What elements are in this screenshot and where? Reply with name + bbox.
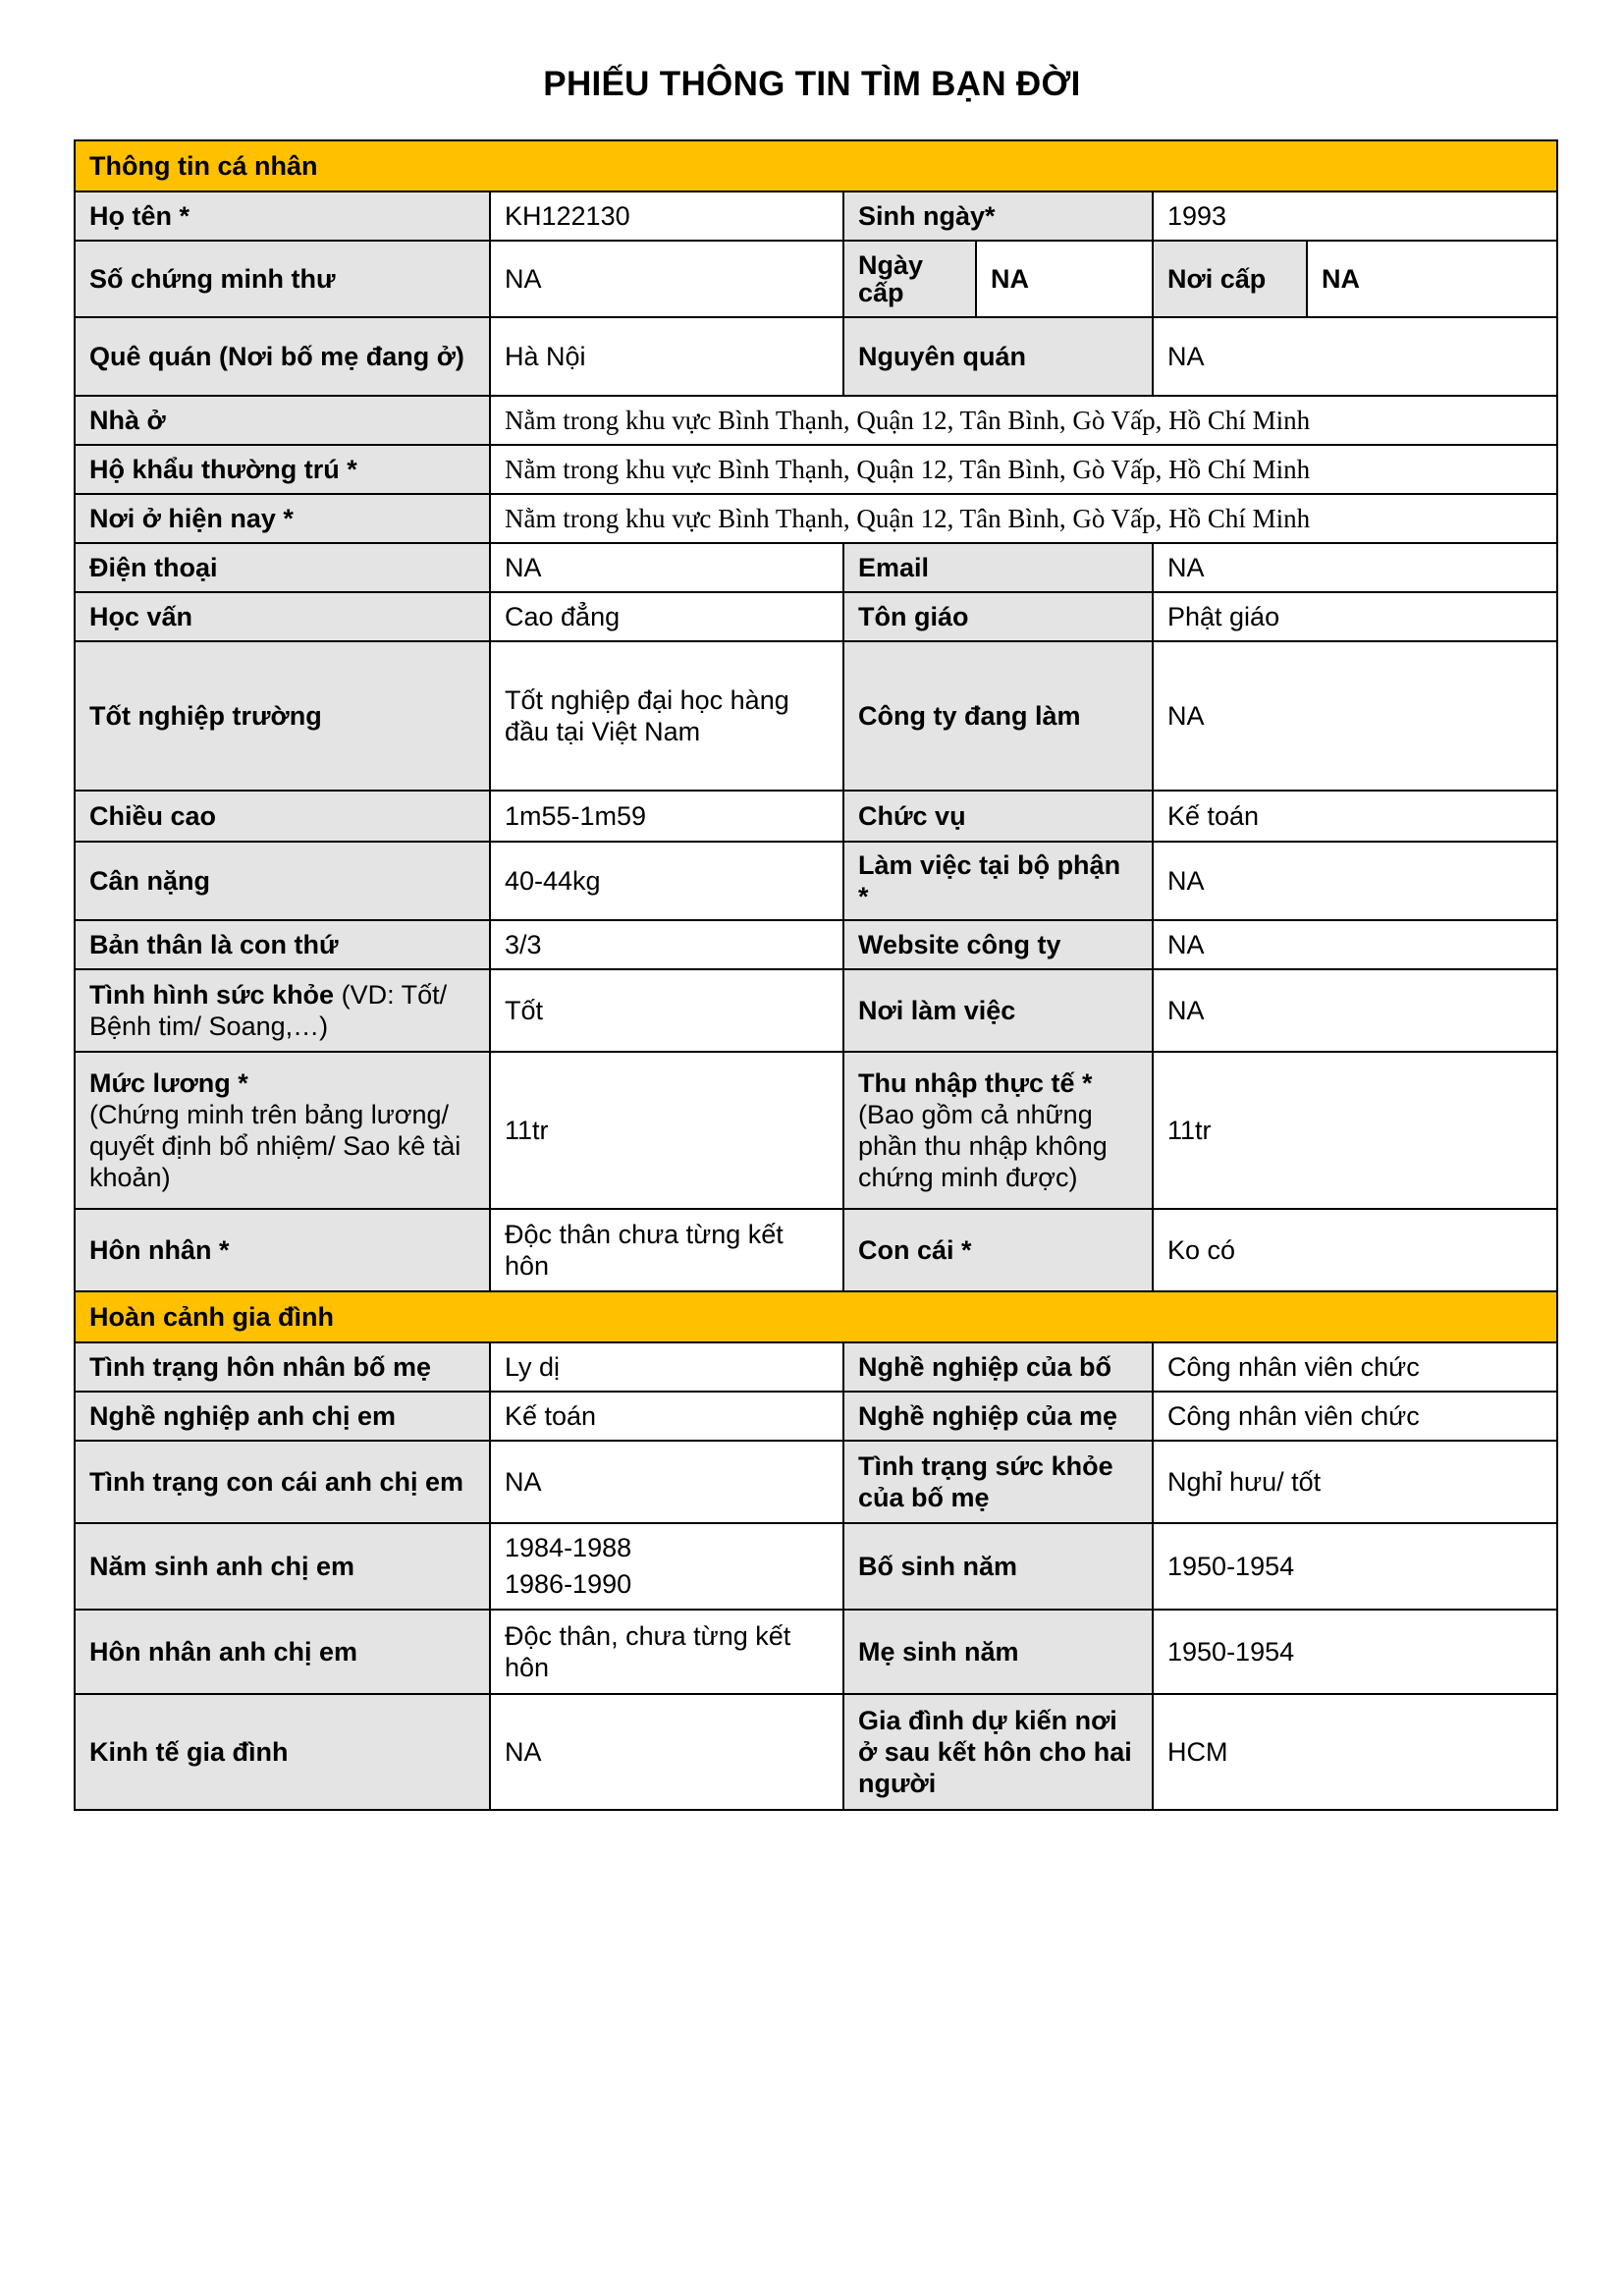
table-row — [75, 920, 1557, 969]
value-hon-nhan: Độc thân chưa từng kết hôn — [490, 1209, 843, 1291]
label-can-nang: Cân nặng — [75, 842, 490, 920]
value-suc-khoe: Tốt — [490, 969, 843, 1052]
value-sinh-ngay: 1993 — [1153, 191, 1557, 241]
label-suc-khoe-title: Tình hình sức khỏe — [89, 980, 335, 1010]
value-ho-ten: KH122130 — [490, 191, 843, 241]
label-chieu-cao: Chiều cao — [75, 791, 490, 842]
value-noi-o-sau: HCM — [1153, 1694, 1557, 1810]
value-hn-acm: Độc thân, chưa từng kết hôn — [490, 1610, 843, 1694]
table-row — [75, 494, 1557, 543]
table-row — [75, 191, 1557, 241]
table-row — [75, 1342, 1557, 1392]
table-row — [75, 317, 1557, 396]
value-ho-khau: Nằm trong khu vực Bình Thạnh, Quận 12, Tân Bình, Gò Vấp, Hồ Chí Minh — [490, 445, 1557, 494]
value-website: NA — [1153, 920, 1557, 969]
page-title: PHIẾU THÔNG TIN TÌM BẠN ĐỜI — [543, 65, 1081, 103]
label-nam-sinh-acm: Năm sinh anh chị em — [75, 1523, 490, 1610]
table-row — [75, 1209, 1557, 1291]
nam-sinh-acm-1: 1984-1988 — [505, 1533, 632, 1562]
label-hon-nhan: Hôn nhân * — [75, 1209, 490, 1291]
label-noi-o-sau: Gia đình dự kiến nơi ở sau kết hôn cho hai người — [843, 1694, 1153, 1810]
table-row — [75, 543, 1557, 592]
section-header-row — [75, 140, 1557, 191]
label-hn-acm: Hôn nhân anh chị em — [75, 1610, 490, 1694]
table-row — [75, 241, 1557, 317]
profile-form-table — [74, 139, 1558, 1811]
value-can-nang: 40-44kg — [490, 842, 843, 920]
value-kinh-te: NA — [490, 1694, 843, 1810]
label-con-cai-acm: Tình trạng con cái anh chị em — [75, 1441, 490, 1523]
table-row — [75, 1392, 1557, 1441]
label-nha-o: Nhà ở — [75, 396, 490, 445]
table-row — [75, 1694, 1557, 1810]
value-con-cai-acm: NA — [490, 1441, 843, 1523]
value-nghe-me: Công nhân viên chức — [1153, 1392, 1557, 1441]
label-ton-giao: Tôn giáo — [843, 592, 1153, 641]
value-me-sinh: 1950-1954 — [1153, 1610, 1557, 1694]
table-row — [75, 1610, 1557, 1694]
table-row — [75, 641, 1557, 791]
label-ho-khau: Hộ khẩu thường trú * — [75, 445, 490, 494]
label-nghe-bo: Nghề nghiệp của bố — [843, 1342, 1153, 1392]
table-row — [75, 842, 1557, 920]
value-nam-sinh-acm — [490, 1523, 843, 1610]
table-row — [75, 1052, 1557, 1209]
label-thu-nhap-note: (Bao gồm cả những phần thu nhập không chứng minh được) — [858, 1100, 1108, 1192]
table-row — [75, 592, 1557, 641]
label-kinh-te: Kinh tế gia đình — [75, 1694, 490, 1810]
label-hoc-van: Học vấn — [75, 592, 490, 641]
value-dien-thoai: NA — [490, 543, 843, 592]
value-ngay-cap: NA — [976, 241, 1153, 317]
value-hoc-van: Cao đẳng — [490, 592, 843, 641]
section-family-title: Hoàn cảnh gia đình — [75, 1291, 1557, 1342]
value-sk-bo-me: Nghỉ hưu/ tốt — [1153, 1441, 1557, 1523]
label-nghe-acm: Nghề nghiệp anh chị em — [75, 1392, 490, 1441]
value-truong: Tốt nghiệp đại học hàng đầu tại Việt Nam — [490, 641, 843, 791]
label-que-quan: Quê quán (Nơi bố mẹ đang ở) — [75, 317, 490, 396]
value-nguyen-quan: NA — [1153, 317, 1557, 396]
label-nghe-me: Nghề nghiệp của mẹ — [843, 1392, 1153, 1441]
label-bo-sinh: Bố sinh năm — [843, 1523, 1153, 1610]
label-suc-khoe-note: (VD: Tốt/ Bệnh tim/ Soang,…) — [89, 980, 448, 1041]
label-website: Website công ty — [843, 920, 1153, 969]
value-hn-bo-me: Ly dị — [490, 1342, 843, 1392]
value-email: NA — [1153, 543, 1557, 592]
table-row — [75, 1523, 1557, 1610]
value-ton-giao: Phật giáo — [1153, 592, 1557, 641]
value-noi-lam-viec: NA — [1153, 969, 1557, 1052]
label-email: Email — [843, 543, 1153, 592]
label-hn-bo-me: Tình trạng hôn nhân bố mẹ — [75, 1342, 490, 1392]
label-muc-luong — [75, 1052, 490, 1209]
section-header-row — [75, 1291, 1557, 1342]
value-nghe-bo: Công nhân viên chức — [1153, 1342, 1557, 1392]
nam-sinh-acm-2: 1986-1990 — [505, 1569, 632, 1599]
table-row — [75, 445, 1557, 494]
label-muc-luong-note: (Chứng minh trên bảng lương/ quyết định bổ nhiệm/ Sao kê tài khoản) — [89, 1100, 461, 1192]
label-suc-khoe — [75, 969, 490, 1052]
label-nguyen-quan: Nguyên quán — [843, 317, 1153, 396]
table-row — [75, 396, 1557, 445]
table-row — [75, 791, 1557, 842]
value-nghe-acm: Kế toán — [490, 1392, 843, 1441]
value-bo-phan: NA — [1153, 842, 1557, 920]
value-con-thu: 3/3 — [490, 920, 843, 969]
value-cmt: NA — [490, 241, 843, 317]
value-bo-sinh: 1950-1954 — [1153, 1523, 1557, 1610]
label-cmt: Số chứng minh thư — [75, 241, 490, 317]
section-personal-title: Thông tin cá nhân — [75, 140, 1557, 191]
label-sinh-ngay: Sinh ngày* — [843, 191, 1153, 241]
value-thu-nhap: 11tr — [1153, 1052, 1557, 1209]
label-chuc-vu: Chức vụ — [843, 791, 1153, 842]
label-noi-lam-viec: Nơi làm việc — [843, 969, 1153, 1052]
value-noi-o: Nằm trong khu vực Bình Thạnh, Quận 12, Tân Bình, Gò Vấp, Hồ Chí Minh — [490, 494, 1557, 543]
label-truong: Tốt nghiệp trường — [75, 641, 490, 791]
label-thu-nhap — [843, 1052, 1153, 1209]
value-que-quan: Hà Nội — [490, 317, 843, 396]
label-ngay-cap: Ngày cấp — [843, 241, 976, 317]
label-noi-cap: Nơi cấp — [1153, 241, 1307, 317]
table-row — [75, 969, 1557, 1052]
value-noi-cap: NA — [1307, 241, 1557, 317]
label-sk-bo-me: Tình trạng sức khỏe của bố mẹ — [843, 1441, 1153, 1523]
label-me-sinh: Mẹ sinh năm — [843, 1610, 1153, 1694]
label-dien-thoai: Điện thoại — [75, 543, 490, 592]
label-con-thu: Bản thân là con thứ — [75, 920, 490, 969]
label-muc-luong-title: Mức lương * — [89, 1068, 248, 1098]
value-chuc-vu: Kế toán — [1153, 791, 1557, 842]
value-chieu-cao: 1m55-1m59 — [490, 791, 843, 842]
value-cong-ty: NA — [1153, 641, 1557, 791]
label-noi-o: Nơi ở hiện nay * — [75, 494, 490, 543]
label-con-cai: Con cái * — [843, 1209, 1153, 1291]
value-muc-luong: 11tr — [490, 1052, 843, 1209]
label-thu-nhap-title: Thu nhập thực tế * — [858, 1068, 1093, 1098]
table-row — [75, 1441, 1557, 1523]
label-bo-phan: Làm việc tại bộ phận * — [843, 842, 1153, 920]
label-cong-ty: Công ty đang làm — [843, 641, 1153, 791]
value-con-cai: Ko có — [1153, 1209, 1557, 1291]
value-nha-o: Nằm trong khu vực Bình Thạnh, Quận 12, Tân Bình, Gò Vấp, Hồ Chí Minh — [490, 396, 1557, 445]
label-ho-ten: Họ tên * — [75, 191, 490, 241]
